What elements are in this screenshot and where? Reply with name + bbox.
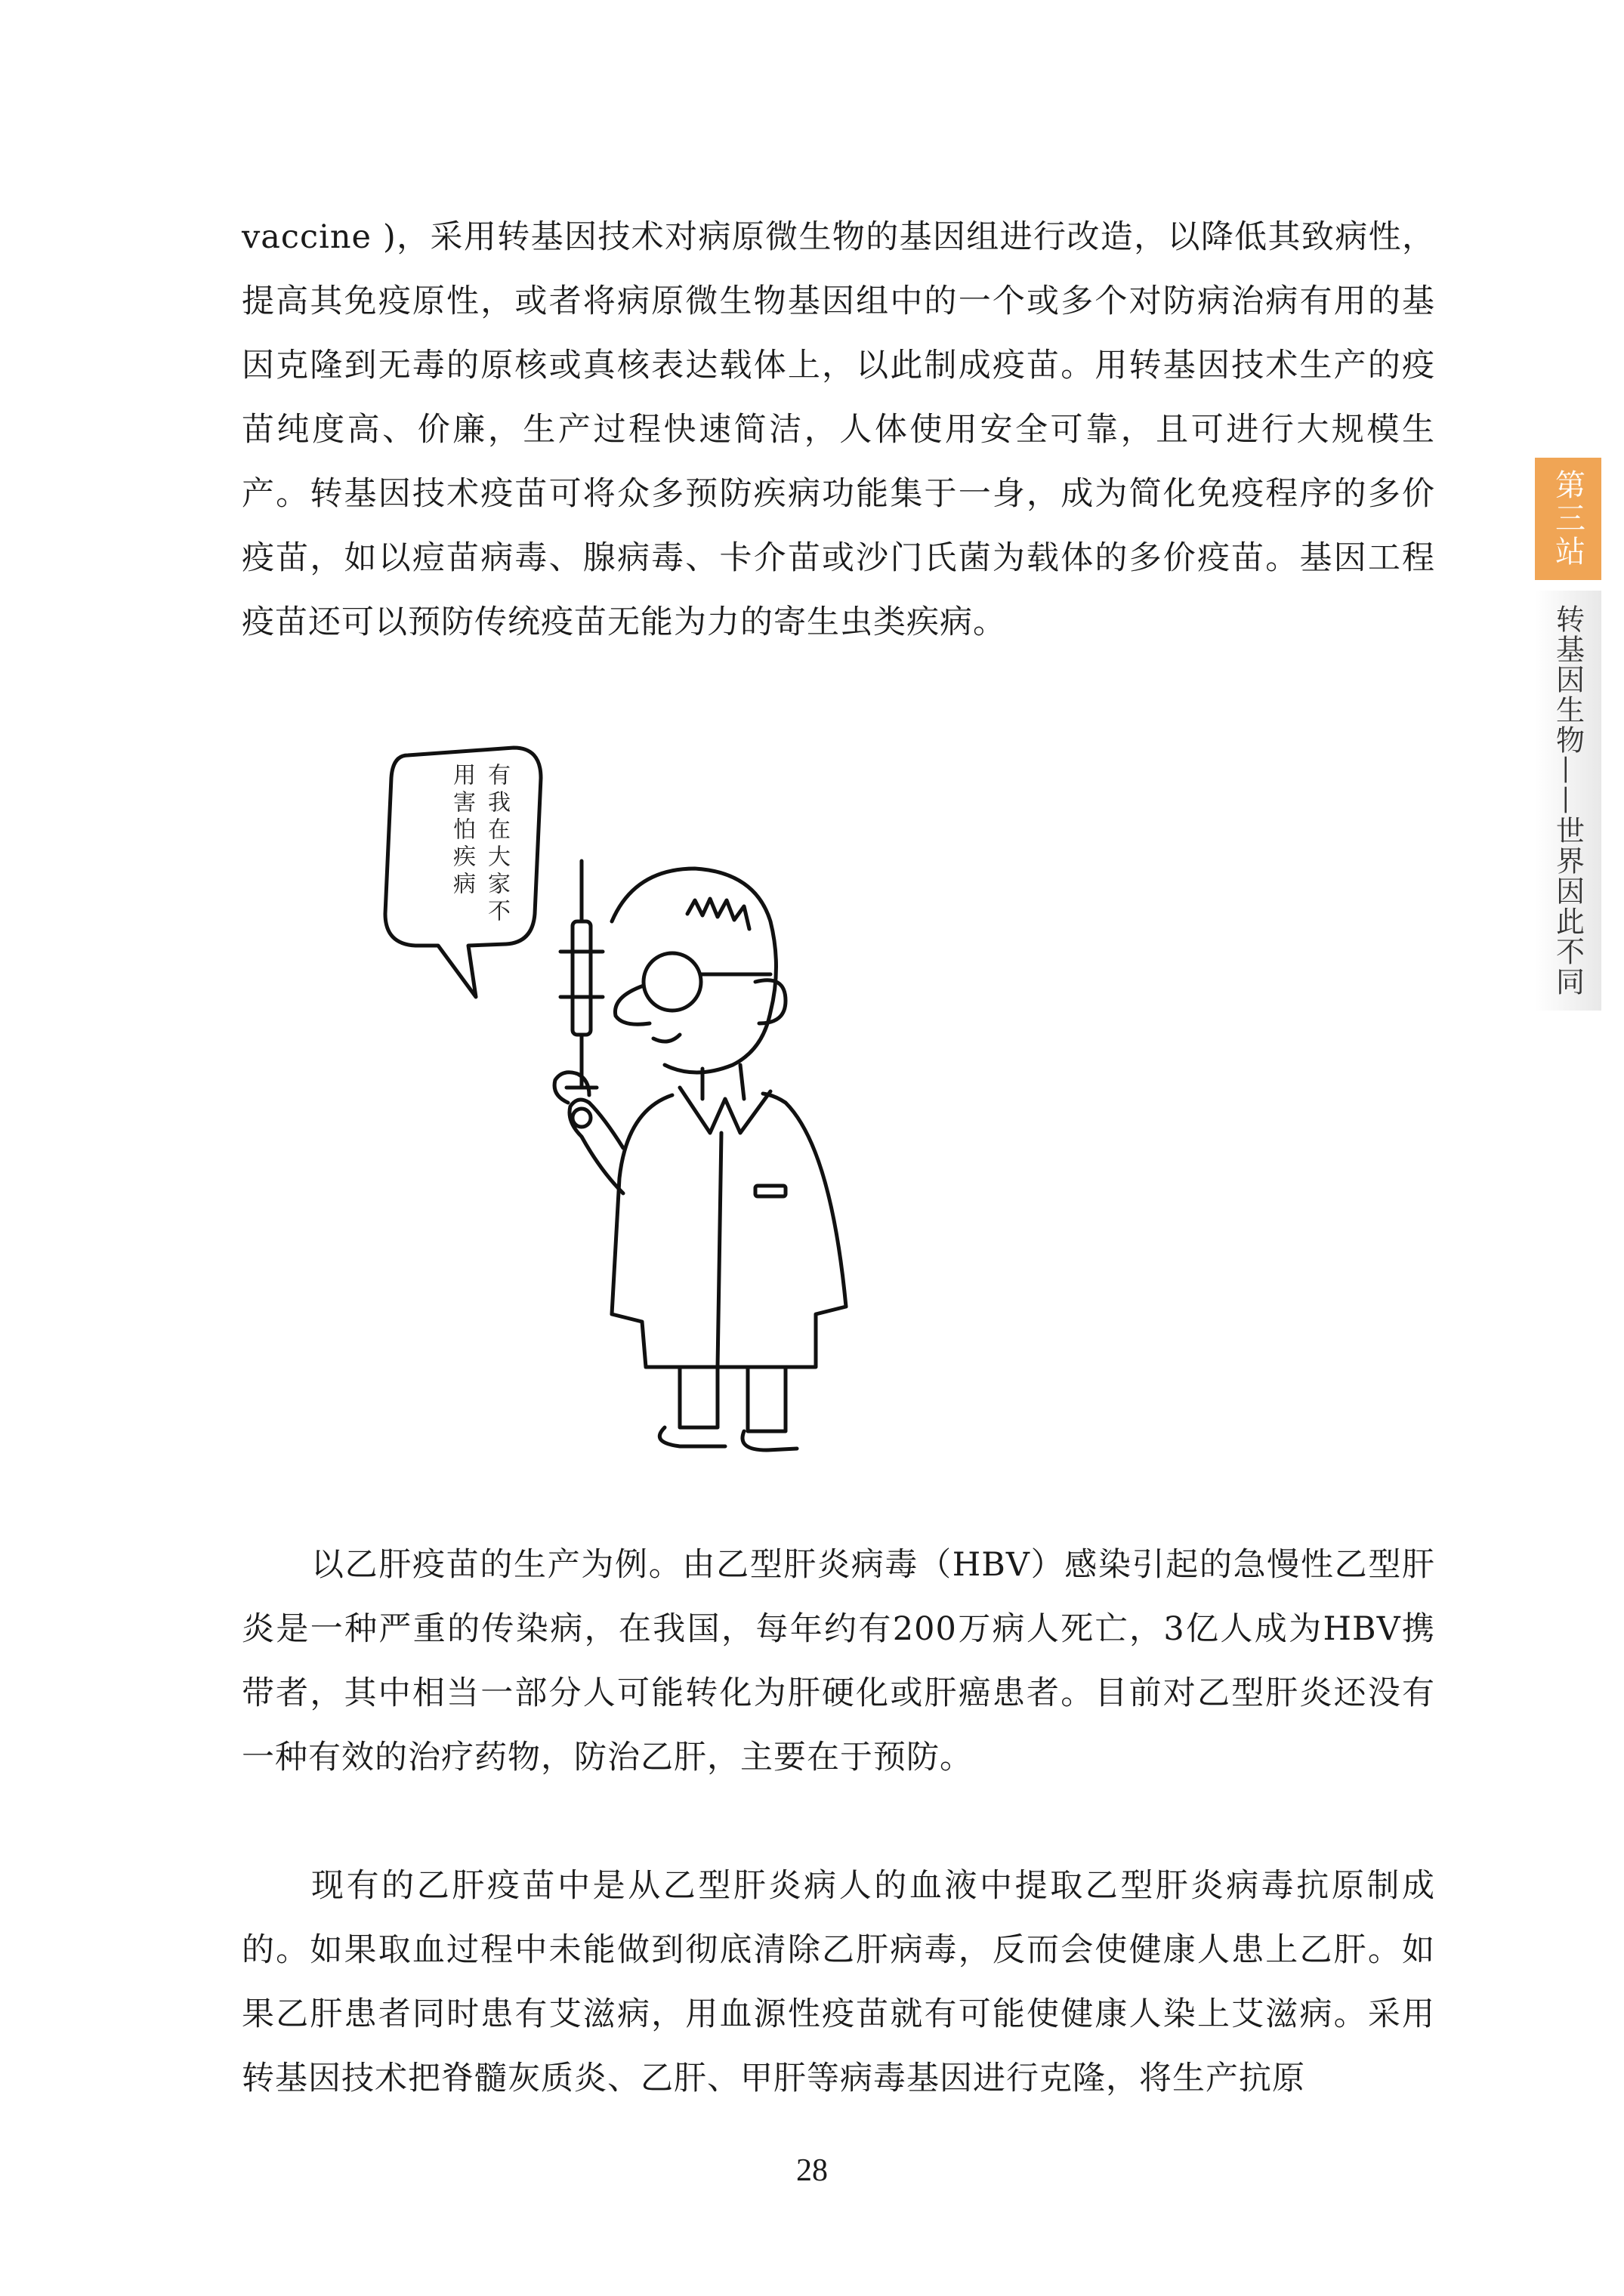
paragraph-3: 现有的乙肝疫苗中是从乙型肝炎病人的血液中提取乙型肝炎病毒抗原制成的。如果取血过程中未能做到彻底清除乙肝病毒，反而会使健康人患上乙肝。如果乙肝患者同时患有艾滋病，用血源性疫苗就有可能使健康人染上艾滋病。采用转基因技术把脊髓灰质炎、乙肝、甲肝等病毒基因进行克隆，将生产抗原 xyxy=(242,1867,1435,2097)
page-number: 28 xyxy=(796,2153,828,2188)
side-tab-station: 第三站 xyxy=(1535,458,1601,580)
side-tab-title: 转基因生物——世界因此不同 xyxy=(1535,591,1601,1011)
paragraph-1: vaccine )，采用转基因技术对病原微生物的基因组进行改造，以降低其致病性，提高其免疫原性，或者将病原微生物基因组中的一个或多个对防病治病有用的基因克隆到无毒的原核或真核表达载体上，以此制成疫苗。用转基因技术生产的疫苗纯度高、价廉，生产过程快速简洁，人体使用安全可靠，且可进行大规模生产。转基因技术疫苗可将众多预防疾病功能集于一身，成为简化免疫程序的多价疫苗，如以痘苗病毒、腺病毒、卡介苗或沙门氏菌为载体的多价疫苗。基因工程疫苗还可以预防传统疫苗无能为力的寄生虫类疾病。 xyxy=(242,218,1435,641)
paragraph-2: 以乙肝疫苗的生产为例。由乙型肝炎病毒（HBV）感染引起的急慢性乙型肝炎是一种严重的传染病，在我国，每年约有200万病人死亡，3亿人成为HBV携带者，其中相当一部分人可能转化为肝硬化或肝癌患者。目前对乙型肝炎还没有一种有效的治疗药物，防治乙肝，主要在于预防。 xyxy=(242,1546,1435,1776)
speech-bubble-text: 有我在大家不用害怕疾病 xyxy=(449,763,510,926)
